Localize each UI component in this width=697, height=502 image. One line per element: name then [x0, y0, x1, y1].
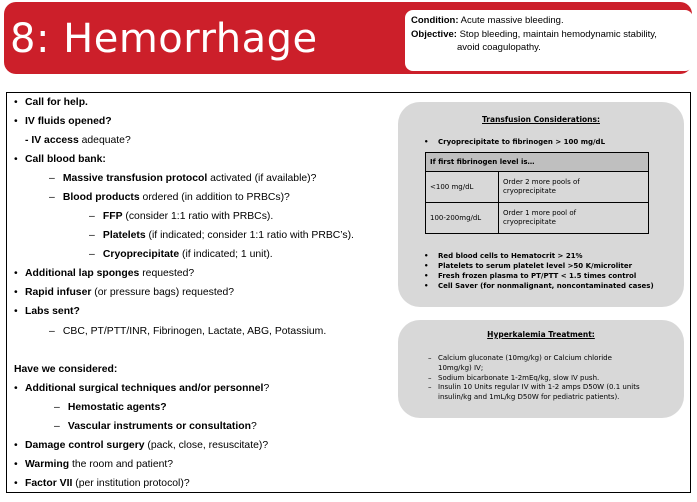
list-item: • Fresh frozen plasma to PT/PTT < 1.5 times control: [424, 272, 637, 280]
bullet-icon: •: [14, 478, 18, 489]
table-header: If first fibrinogen level is…: [426, 153, 649, 172]
list-item: – Vascular instruments or consultation?: [54, 421, 257, 432]
objective-label: Objective:: [411, 28, 457, 40]
section-heading: Have we considered:: [14, 364, 118, 375]
list-item: – Platelets (if indicated; consider 1:1 ratio with PRBC’s).: [89, 230, 354, 241]
list-item: • Additional surgical techniques and/or personnel?: [14, 383, 270, 394]
table-row: <100 mg/dL Order 2 more pools of cryoprecipitate: [426, 172, 649, 203]
list-item: – Sodium bicarbonate 1-2mEq/kg, slow IV push.: [428, 373, 600, 382]
condition-objective-box: [405, 10, 693, 71]
list-item: – Cryoprecipitate (if indicated; 1 unit).: [89, 249, 273, 260]
list-item: • Rapid infuser (or pressure bags) requested?: [14, 287, 235, 298]
list-item: – Hemostatic agents?: [54, 402, 167, 413]
condition-text: Acute massive bleeding.: [460, 15, 564, 26]
bullet-icon: •: [14, 383, 18, 394]
list-item: – CBC, PT/PTT/INR, Fibrinogen, Lactate, ABG, Potassium.: [49, 326, 327, 337]
list-item: • Labs sent?: [14, 306, 80, 317]
bullet-icon: •: [14, 97, 18, 108]
list-item: • Factor VII (per institution protocol)?: [14, 478, 190, 489]
hyperkalemia-panel: [398, 320, 684, 418]
fibrinogen-table: [425, 152, 649, 234]
bullet-icon: •: [14, 440, 18, 451]
list-item: – Massive transfusion protocol activated (if available)?: [49, 173, 317, 184]
list-item: – FFP (consider 1:1 ratio with PRBCs).: [89, 211, 274, 222]
transfusion-panel: [398, 102, 684, 307]
condition-label: Condition:: [411, 15, 459, 26]
objective-text: Stop bleeding, maintain hemodynamic stability,: [459, 28, 657, 40]
list-item: • Cell Saver (for nonmalignant, noncontaminated cases): [424, 282, 654, 290]
bullet-icon: •: [14, 116, 18, 127]
list-item: • Red blood cells to Hematocrit > 21%: [424, 252, 583, 260]
list-item: – Blood products ordered (in addition to PRBCs)?: [49, 192, 290, 203]
list-item: – Insulin 10 Units regular IV with 1-2 amps D50W (0.1 units insulin/kg and 1mL/kg D50W for pediatric patients).: [428, 383, 640, 402]
list-item: • Additional lap sponges requested?: [14, 268, 195, 279]
bullet-icon: •: [14, 459, 18, 470]
bullet-icon: •: [424, 138, 429, 146]
list-item: - IV access adequate?: [25, 135, 131, 146]
list-item: – Calcium gluconate (10mg/kg) or Calcium chloride 10mg/kg) IV;: [428, 354, 612, 372]
transfusion-title: Transfusion Considerations:: [482, 115, 600, 124]
page-title: 8: Hemorrhage: [10, 16, 318, 62]
bullet-icon: •: [14, 287, 18, 298]
bullet-icon: •: [14, 154, 18, 165]
cryo-target: • Cryoprecipitate to fibrinogen > 100 mg/dL: [424, 138, 606, 146]
table-row: 100-200mg/dL Order 1 more pool of cryoprecipitate: [426, 203, 649, 234]
list-item: • Platelets to serum platelet level >50 K/microliter: [424, 262, 633, 270]
list-item: • Call blood bank:: [14, 154, 106, 165]
checklist-frame: [6, 92, 691, 493]
list-item: • Damage control surgery (pack, close, resuscitate)?: [14, 440, 269, 451]
list-item: • IV fluids opened?: [14, 116, 112, 127]
bullet-icon: •: [14, 268, 18, 279]
hyperkalemia-list: [428, 354, 673, 403]
bullet-icon: •: [14, 306, 18, 317]
list-item: • Warming the room and patient?: [14, 459, 174, 470]
list-item: • Call for help.: [14, 97, 88, 108]
header-banner: [4, 2, 692, 74]
objective-text-continued: avoid coagulopathy.: [457, 42, 541, 53]
hyperkalemia-title: Hyperkalemia Treatment:: [487, 330, 595, 339]
